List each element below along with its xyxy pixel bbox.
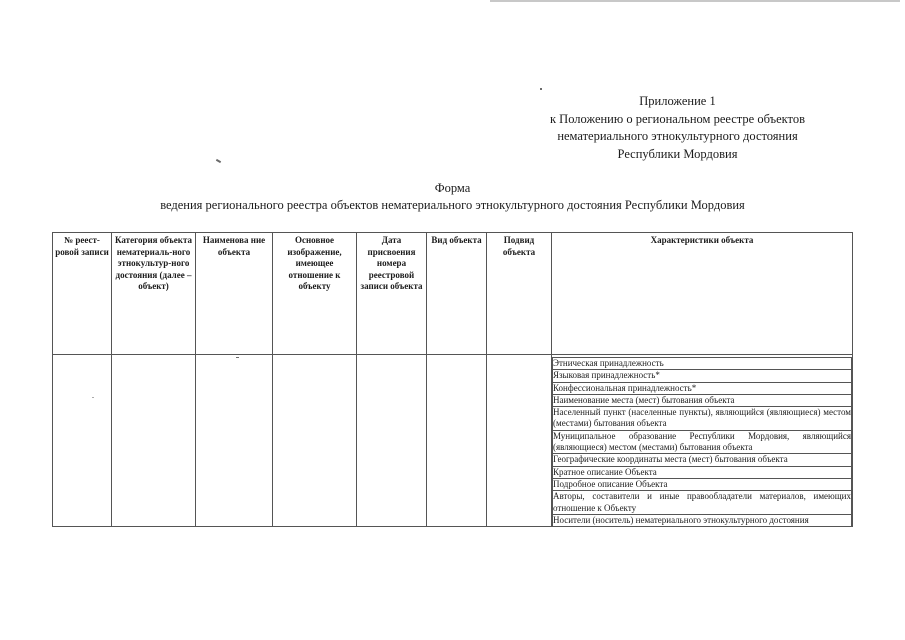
cell-main-image <box>273 355 357 527</box>
header-characteristics: Характеристики объекта <box>552 233 853 355</box>
header-type: Вид объекта <box>427 233 487 355</box>
characteristic-item: Авторы, составители и иные правообладатели материалов, имеющих отношение к Объекту <box>553 491 851 513</box>
scan-artifact <box>540 88 542 90</box>
annex-line: к Положению о региональном реестре объектов <box>549 111 806 126</box>
cell-type <box>427 355 487 527</box>
cell-assign-date <box>357 355 427 527</box>
characteristic-item: Муниципальное образование Республики Мордовия, являющийся (являющиеся) местом (местами) бытования объекта <box>553 430 851 453</box>
cell-category <box>112 355 196 527</box>
characteristic-item: Языковая принадлежность* <box>553 370 852 382</box>
cell-name <box>196 355 273 527</box>
characteristic-item: Этническая принадлежность <box>553 358 852 370</box>
characteristic-item: Кратное описание Объекта <box>553 466 852 478</box>
characteristic-item: Географические координаты места (мест) бытования объекта <box>553 454 852 466</box>
characteristic-item: Наименование места (мест) бытования объекта <box>553 394 852 406</box>
registry-table <box>52 232 853 527</box>
form-title-block <box>0 180 905 214</box>
cell-characteristics <box>552 355 853 527</box>
characteristic-item: Населенный пункт (населенные пункты), являющийся (являющиеся) местом (местами) бытования объекта <box>553 407 851 429</box>
scan-artifact <box>216 159 221 163</box>
header-subtype: Подвид объекта <box>487 233 552 355</box>
scan-artifact <box>490 0 900 2</box>
characteristic-item: Подробное описание Объекта <box>553 478 852 490</box>
characteristics-list <box>552 357 852 526</box>
annex-title: Приложение 1 <box>639 94 716 108</box>
annex-line: нематериального этнокультурного достояния <box>557 129 798 143</box>
header-name: Наименова ние объекта <box>196 233 273 355</box>
header-assign-date: Дата присвоения номера реестровой записи объекта <box>357 233 427 355</box>
table-row <box>53 355 853 527</box>
header-row <box>53 233 853 355</box>
cell-subtype <box>487 355 552 527</box>
characteristic-item: Конфессиональная принадлежность* <box>553 382 852 394</box>
header-record-number: № реест-ровой записи <box>53 233 112 355</box>
annex-line: Республики Мордовия <box>617 146 738 161</box>
header-main-image: Основное изображение, имеющее отношение к объекту <box>273 233 357 355</box>
annex-block <box>480 93 875 163</box>
form-title: Форма <box>434 181 471 195</box>
form-subtitle: ведения регионального реестра объектов нематериального этнокультурного достояния Республики Мордовия <box>160 198 745 212</box>
header-category: Категория объекта нематериаль-ного этнокультур-ного достояния (далее – объект) <box>112 233 196 355</box>
cell-record-number <box>53 355 112 527</box>
characteristic-item: Носители (носитель) нематериального этнокультурного достояния <box>553 514 852 526</box>
